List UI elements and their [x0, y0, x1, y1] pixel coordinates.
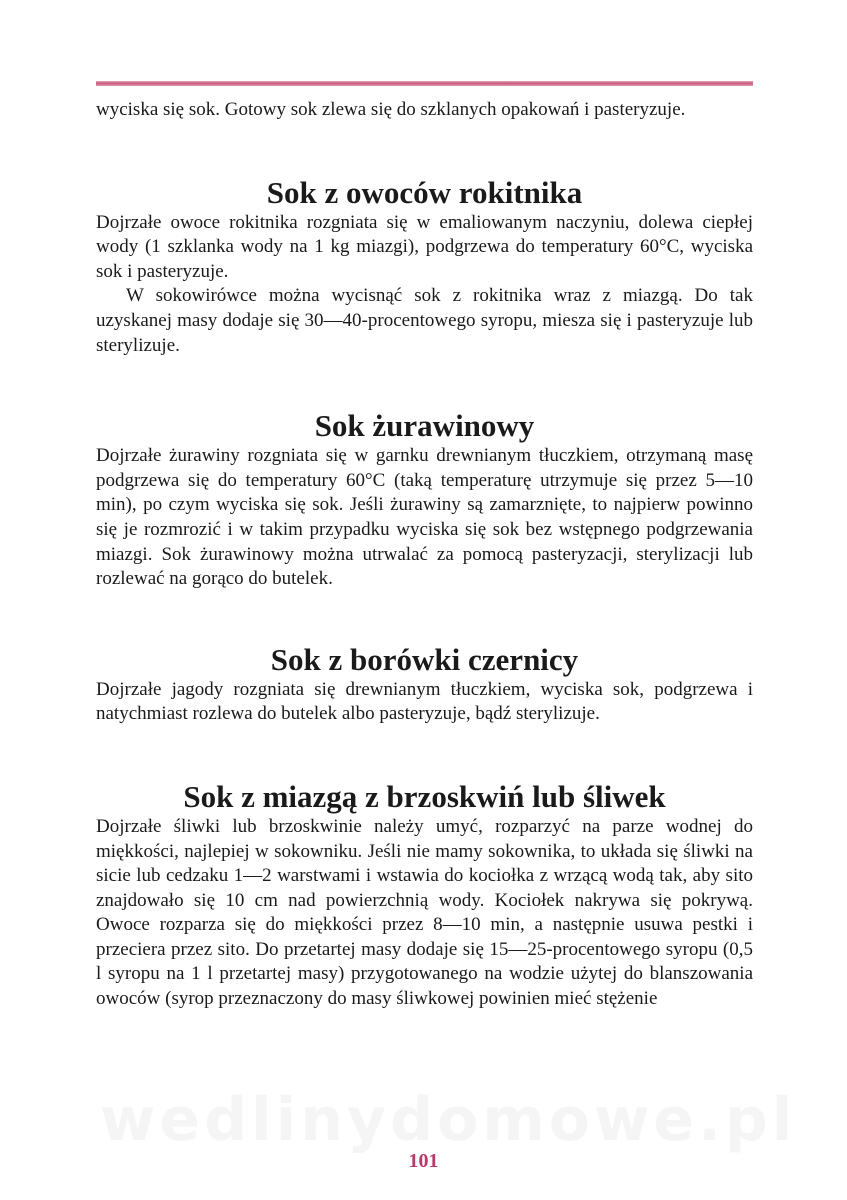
heading-sok-z-borowki-czernicy: Sok z borówki czernicy [270, 641, 579, 677]
page-number: 101 [408, 1150, 439, 1172]
miazga-paragraph-1: Dojrzałe śliwki lub brzoskwinie należy umyć, rozparzyć na parze wodnej do miękkości, najlepiej w sokowniku. Jeśli nie mamy sokownika, to układa się śliwki na sicie lub cedzaku 1—2 warstwami i wstawia do kociołka z wrzącą wodą tak, aby sito znajdowało się 10 cm nad powierzchnią wody. Kociołek nakrywa się pokrywą. Owoce rozparza się do miękkości przez 8—10 min, a następnie usuwa pestki i przeciera przez sito. Do przetartej masy dodaje się 15—25-procentowego syropu (0,5 l syropu na 1 l przetartej masy) przygotowanego na wodzie użytej do blanszowania owoców (syrop przeznaczony do masy śliwkowej powinien mieć stężenie [96, 815, 753, 1010]
section-gap [96, 358, 753, 408]
zurawina-paragraph-1: Dojrzałe żurawiny rozgniata się w garnku drewnianym tłuczkiem, otrzymaną masę podgrzewa się do temperatury 60°C (taką temperaturę utrzymuje się przez 5—10 min), po czym wyciska się sok. Jeśli żurawiny są zamarznięte, to najpierw powinno się je rozmrozić i w takim przypadku wyciska się sok bez wstępnego podgrzewania miazgi. Sok żurawinowy można utrwalać za pomocą pasteryzacji, sterylizacji lub rozlewać na gorąco do butelek. [96, 445, 753, 590]
heading-sok-z-owocow-rokitnika: Sok z owoców rokitnika [266, 174, 583, 210]
rokitnik-paragraph-2: W sokowirówce można wycisnąć sok z rokitnika wraz z miazgą. Do tak uzyskanej masy dodaje się 30—40-procentowego syropu, miesza się i pasteryzuje lub sterylizuje. [96, 285, 753, 356]
section-gap [96, 123, 753, 175]
watermark: wedlinydomowe.pl [100, 1085, 797, 1155]
intro-paragraph: wyciska się sok. Gotowy sok zlewa się do szklanych opakowań i pasteryzuje. [96, 99, 686, 120]
page-body [96, 98, 753, 1012]
heading-sok-zurawinowy: Sok żurawinowy [314, 408, 535, 444]
top-decorative-rule [96, 81, 753, 86]
heading-sok-z-miazga: Sok z miazgą z brzoskwiń lub śliwek [183, 778, 666, 814]
section-gap [96, 727, 753, 779]
borowka-paragraph-1: Dojrzałe jagody rozgniata się drewnianym tłuczkiem, wyciska sok, podgrzewa i natychmiast rozlewa do butelek albo pasteryzuje, bądź sterylizuje. [96, 678, 753, 725]
rokitnik-paragraph-1: Dojrzałe owoce rokitnika rozgniata się w emaliowanym naczyniu, dolewa ciepłej wody (1 szklanka wody na 1 kg miazgi), podgrzewa do temperatury 60°C, wyciska sok i pasteryzuje. [96, 211, 753, 282]
section-gap [96, 592, 753, 642]
